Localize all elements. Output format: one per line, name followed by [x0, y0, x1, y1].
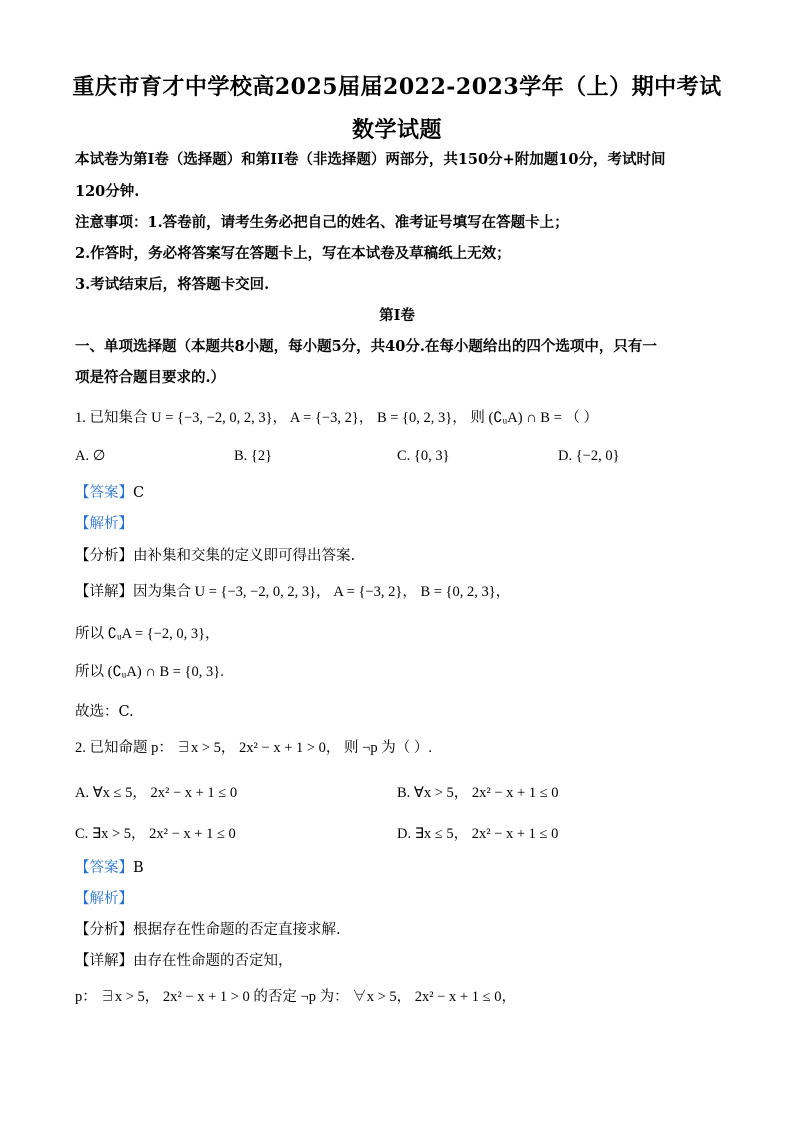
notice-3: 3.考试结束后，将答题卡交回. [75, 276, 270, 293]
q1-option-b: B. {2} [234, 448, 273, 464]
q1-option-c: C. {0, 3} [397, 448, 450, 464]
notice-2: 2.作答时，务必将答案写在答题卡上，写在本试卷及草稿纸上无效； [75, 245, 511, 262]
notice-1: 注意事项：1.答卷前，请考生务必把自己的姓名、准考证号填写在答题卡上； [75, 214, 569, 231]
q1-step-1: 所以 ∁ᵤA = {−2, 0, 3}， [75, 626, 220, 642]
page-title: 重庆市育才中学校高2025届届2022-2023学年（上）期中考试 [72, 74, 722, 100]
q1-option-a: A. ∅ [75, 448, 106, 464]
q1-option-d: D. {−2, 0} [558, 448, 620, 464]
q1-step-2: 所以 (∁ᵤA) ∩ B = {0, 3}. [75, 664, 224, 680]
q2-fenxi: 【分析】根据存在性命题的否定直接求解. [75, 922, 341, 938]
q2-option-b: B. ∀x > 5， 2x² − x + 1 ≤ 0 [397, 785, 559, 801]
q2-detail: 【详解】由存在性命题的否定知， [75, 953, 293, 969]
intro-line-1: 本试卷为第I卷（选择题）和第II卷（非选择题）两部分，共150分+附加题10分，考试时间 [75, 151, 666, 168]
part1-heading-2: 项是符合题目要求的.） [75, 369, 226, 386]
q2-answer-line [75, 858, 734, 878]
q1-analysis-tag: 【解析】 [75, 516, 133, 532]
q1-detail: 【详解】因为集合 U = {−3, −2, 0, 2, 3}， A = {−3, 2}， B = {0, 2, 3}， [75, 584, 511, 600]
q2-analysis-tag: 【解析】 [75, 891, 133, 907]
q2-option-a: A. ∀x ≤ 5， 2x² − x + 1 ≤ 0 [75, 785, 238, 801]
page-subtitle: 数学试题 [351, 117, 442, 143]
intro-line-2: 120分钟. [75, 183, 140, 200]
answer-tag: 【答案】 [75, 485, 133, 501]
q2-option-d: D. ∃x ≤ 5， 2x² − x + 1 ≤ 0 [397, 826, 559, 842]
q1-stem: 1. 已知集合 U = {−3, −2, 0, 2, 3}， A = {−3, 2}， B = {0, 2, 3}， 则 (∁ᵤA) ∩ B = （ ） [75, 410, 599, 426]
q1-fenxi: 【分析】由补集和交集的定义即可得出答案. [75, 548, 356, 564]
answer-tag: 【答案】 [75, 860, 133, 876]
section-heading: 第I卷 [379, 307, 415, 324]
q2-step-1: p： ∃x > 5， 2x² − x + 1 > 0 的否定 ¬p 为： ∀x > 5， 2x² − x + 1 ≤ 0， [75, 989, 516, 1005]
part1-heading-1: 一、单项选择题（本题共8小题，每小题5分，共40分.在每小题给出的四个选项中，只有一 [75, 338, 657, 355]
q2-answer: B [133, 860, 144, 876]
q2-option-c: C. ∃x > 5， 2x² − x + 1 ≤ 0 [75, 826, 236, 842]
q1-choose: 故选：C. [75, 704, 134, 720]
q1-answer: C [133, 485, 145, 501]
q2-stem: 2. 已知命题 p： ∃x > 5， 2x² − x + 1 > 0， 则 ¬p 为（ ）. [75, 740, 432, 756]
q1-answer-line [75, 483, 734, 503]
